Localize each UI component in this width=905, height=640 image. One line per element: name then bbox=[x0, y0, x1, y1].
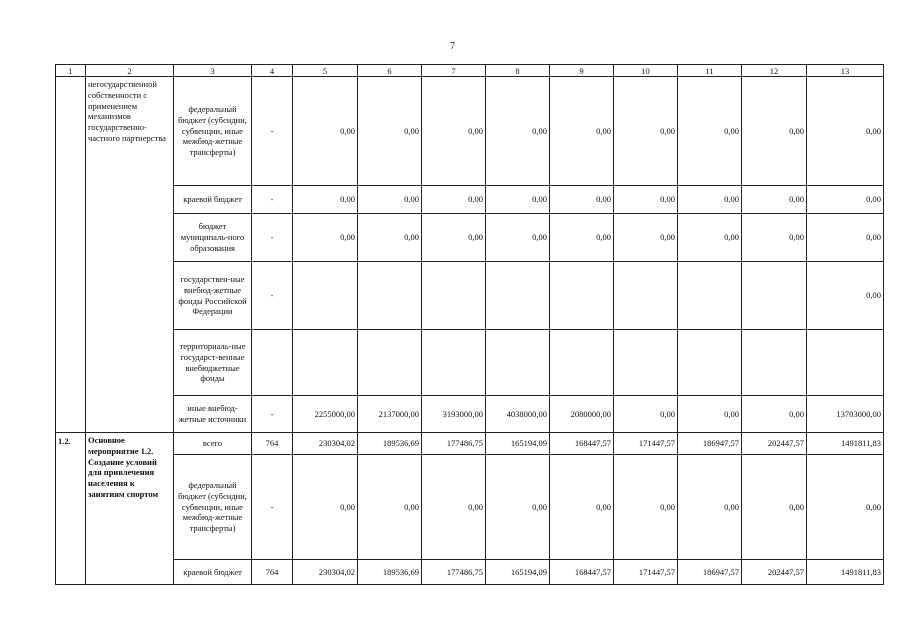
value-cell: 0,00 bbox=[614, 77, 678, 186]
value-cell bbox=[678, 262, 742, 330]
value-cell: 0,00 bbox=[293, 455, 358, 560]
value-cell: 4038000,00 bbox=[486, 396, 550, 433]
code-cell bbox=[252, 330, 293, 396]
table-row bbox=[56, 77, 884, 186]
header-cell-11: 11 bbox=[678, 65, 742, 77]
value-cell: 3193000,00 bbox=[422, 396, 486, 433]
item-number-cell: 1.2. bbox=[56, 433, 86, 585]
value-cell: 0,00 bbox=[614, 186, 678, 214]
value-cell: 0,00 bbox=[678, 455, 742, 560]
value-cell: 2137000,00 bbox=[358, 396, 422, 433]
funding-source-cell: краевой бюджет bbox=[174, 186, 252, 214]
value-cell: 165194,09 bbox=[486, 560, 550, 585]
funding-source-cell: иные внебюд-жетные источники bbox=[174, 396, 252, 433]
value-cell bbox=[614, 262, 678, 330]
value-cell: 0,00 bbox=[486, 77, 550, 186]
value-cell bbox=[358, 330, 422, 396]
header-cell-13: 13 bbox=[807, 65, 884, 77]
value-cell: 0,00 bbox=[807, 186, 884, 214]
code-cell: 764 bbox=[252, 433, 293, 455]
code-cell: - bbox=[252, 186, 293, 214]
value-cell: 0,00 bbox=[807, 77, 884, 186]
header-cell-5: 5 bbox=[293, 65, 358, 77]
code-cell: 764 bbox=[252, 560, 293, 585]
table-row bbox=[56, 455, 884, 560]
value-cell: 0,00 bbox=[422, 214, 486, 262]
value-cell: 0,00 bbox=[293, 186, 358, 214]
funding-source-cell: краевой бюджет bbox=[174, 560, 252, 585]
code-cell: - bbox=[252, 455, 293, 560]
value-cell: 0,00 bbox=[678, 396, 742, 433]
value-cell: 0,00 bbox=[742, 455, 807, 560]
value-cell: 0,00 bbox=[614, 455, 678, 560]
value-cell: 1491811,83 bbox=[807, 433, 884, 455]
header-cell-12: 12 bbox=[742, 65, 807, 77]
value-cell: 0,00 bbox=[678, 77, 742, 186]
value-cell bbox=[486, 330, 550, 396]
value-cell: 0,00 bbox=[550, 186, 614, 214]
value-cell: 0,00 bbox=[807, 455, 884, 560]
table-row bbox=[56, 560, 884, 585]
code-cell: - bbox=[252, 396, 293, 433]
value-cell: 189536,69 bbox=[358, 433, 422, 455]
page-number: 7 bbox=[450, 41, 455, 52]
table-row bbox=[56, 330, 884, 396]
value-cell bbox=[422, 330, 486, 396]
value-cell: 0,00 bbox=[807, 262, 884, 330]
funding-source-cell: территориаль-ные государст-венные внебюджетные фонды bbox=[174, 330, 252, 396]
value-cell: 0,00 bbox=[358, 455, 422, 560]
value-cell: 2255000,00 bbox=[293, 396, 358, 433]
header-cell-10: 10 bbox=[614, 65, 678, 77]
code-cell: - bbox=[252, 77, 293, 186]
value-cell bbox=[742, 330, 807, 396]
value-cell: 0,00 bbox=[614, 214, 678, 262]
value-cell: 189536,69 bbox=[358, 560, 422, 585]
value-cell: 0,00 bbox=[293, 77, 358, 186]
header-cell-8: 8 bbox=[486, 65, 550, 77]
value-cell: 0,00 bbox=[486, 214, 550, 262]
value-cell: 0,00 bbox=[550, 77, 614, 186]
funding-source-cell: федеральный бюджет (субсидии, субвенции, иные межбюд-жетные трансферты) bbox=[174, 455, 252, 560]
value-cell: 0,00 bbox=[614, 396, 678, 433]
value-cell bbox=[807, 330, 884, 396]
value-cell: 13703000,00 bbox=[807, 396, 884, 433]
value-cell: 0,00 bbox=[422, 455, 486, 560]
value-cell: 171447,57 bbox=[614, 560, 678, 585]
value-cell: 0,00 bbox=[678, 186, 742, 214]
value-cell: 230304,02 bbox=[293, 560, 358, 585]
value-cell: 168447,57 bbox=[550, 560, 614, 585]
value-cell: 165194,09 bbox=[486, 433, 550, 455]
header-cell-9: 9 bbox=[550, 65, 614, 77]
value-cell: 0,00 bbox=[550, 214, 614, 262]
value-cell: 0,00 bbox=[742, 396, 807, 433]
value-cell bbox=[742, 262, 807, 330]
financing-table bbox=[55, 64, 884, 585]
value-cell bbox=[614, 330, 678, 396]
value-cell: 0,00 bbox=[358, 214, 422, 262]
value-cell: 171447,57 bbox=[614, 433, 678, 455]
header-cell-4: 4 bbox=[252, 65, 293, 77]
value-cell: 0,00 bbox=[486, 186, 550, 214]
value-cell: 230304,02 bbox=[293, 433, 358, 455]
value-cell: 0,00 bbox=[293, 214, 358, 262]
value-cell: 0,00 bbox=[486, 455, 550, 560]
value-cell: 1491811,83 bbox=[807, 560, 884, 585]
table-row bbox=[56, 262, 884, 330]
value-cell: 0,00 bbox=[358, 186, 422, 214]
value-cell: 0,00 bbox=[678, 214, 742, 262]
value-cell bbox=[422, 262, 486, 330]
table-row bbox=[56, 186, 884, 214]
value-cell: 186947,57 bbox=[678, 433, 742, 455]
measure-name-cell: негосударственной собственности с применением механизмов государственно-частного партнерства bbox=[86, 77, 174, 433]
value-cell: 0,00 bbox=[422, 77, 486, 186]
value-cell bbox=[550, 330, 614, 396]
funding-source-cell: всего bbox=[174, 433, 252, 455]
value-cell: 2080000,00 bbox=[550, 396, 614, 433]
value-cell: 0,00 bbox=[422, 186, 486, 214]
value-cell: 177486,75 bbox=[422, 560, 486, 585]
value-cell bbox=[293, 330, 358, 396]
funding-source-cell: федеральный бюджет (субсидии, субвенции, иные межбюд-жетные трансферты) bbox=[174, 77, 252, 186]
header-cell-6: 6 bbox=[358, 65, 422, 77]
measure-name-cell: Основное мероприятие 1.2. Создание условий для привлечения населения к занятиям спортом bbox=[86, 433, 174, 585]
header-row bbox=[56, 65, 884, 77]
value-cell: 0,00 bbox=[550, 455, 614, 560]
header-cell-1: 1 bbox=[56, 65, 86, 77]
value-cell bbox=[486, 262, 550, 330]
value-cell: 202447,57 bbox=[742, 560, 807, 585]
code-cell: - bbox=[252, 262, 293, 330]
value-cell: 202447,57 bbox=[742, 433, 807, 455]
value-cell: 0,00 bbox=[742, 214, 807, 262]
funding-source-cell: бюджет муниципаль-ного образования bbox=[174, 214, 252, 262]
value-cell: 168447,57 bbox=[550, 433, 614, 455]
table-row bbox=[56, 433, 884, 455]
value-cell bbox=[358, 262, 422, 330]
value-cell: 186947,57 bbox=[678, 560, 742, 585]
value-cell: 0,00 bbox=[742, 77, 807, 186]
table-row bbox=[56, 396, 884, 433]
value-cell: 0,00 bbox=[358, 77, 422, 186]
value-cell: 0,00 bbox=[807, 214, 884, 262]
value-cell bbox=[678, 330, 742, 396]
value-cell bbox=[550, 262, 614, 330]
table-row bbox=[56, 214, 884, 262]
code-cell: - bbox=[252, 214, 293, 262]
funding-source-cell: государствен-ные внебюд-жетные фонды Российской Федерации bbox=[174, 262, 252, 330]
header-cell-7: 7 bbox=[422, 65, 486, 77]
item-number-cell bbox=[56, 77, 86, 433]
header-cell-3: 3 bbox=[174, 65, 252, 77]
header-cell-2: 2 bbox=[86, 65, 174, 77]
value-cell bbox=[293, 262, 358, 330]
value-cell: 177486,75 bbox=[422, 433, 486, 455]
value-cell: 0,00 bbox=[742, 186, 807, 214]
